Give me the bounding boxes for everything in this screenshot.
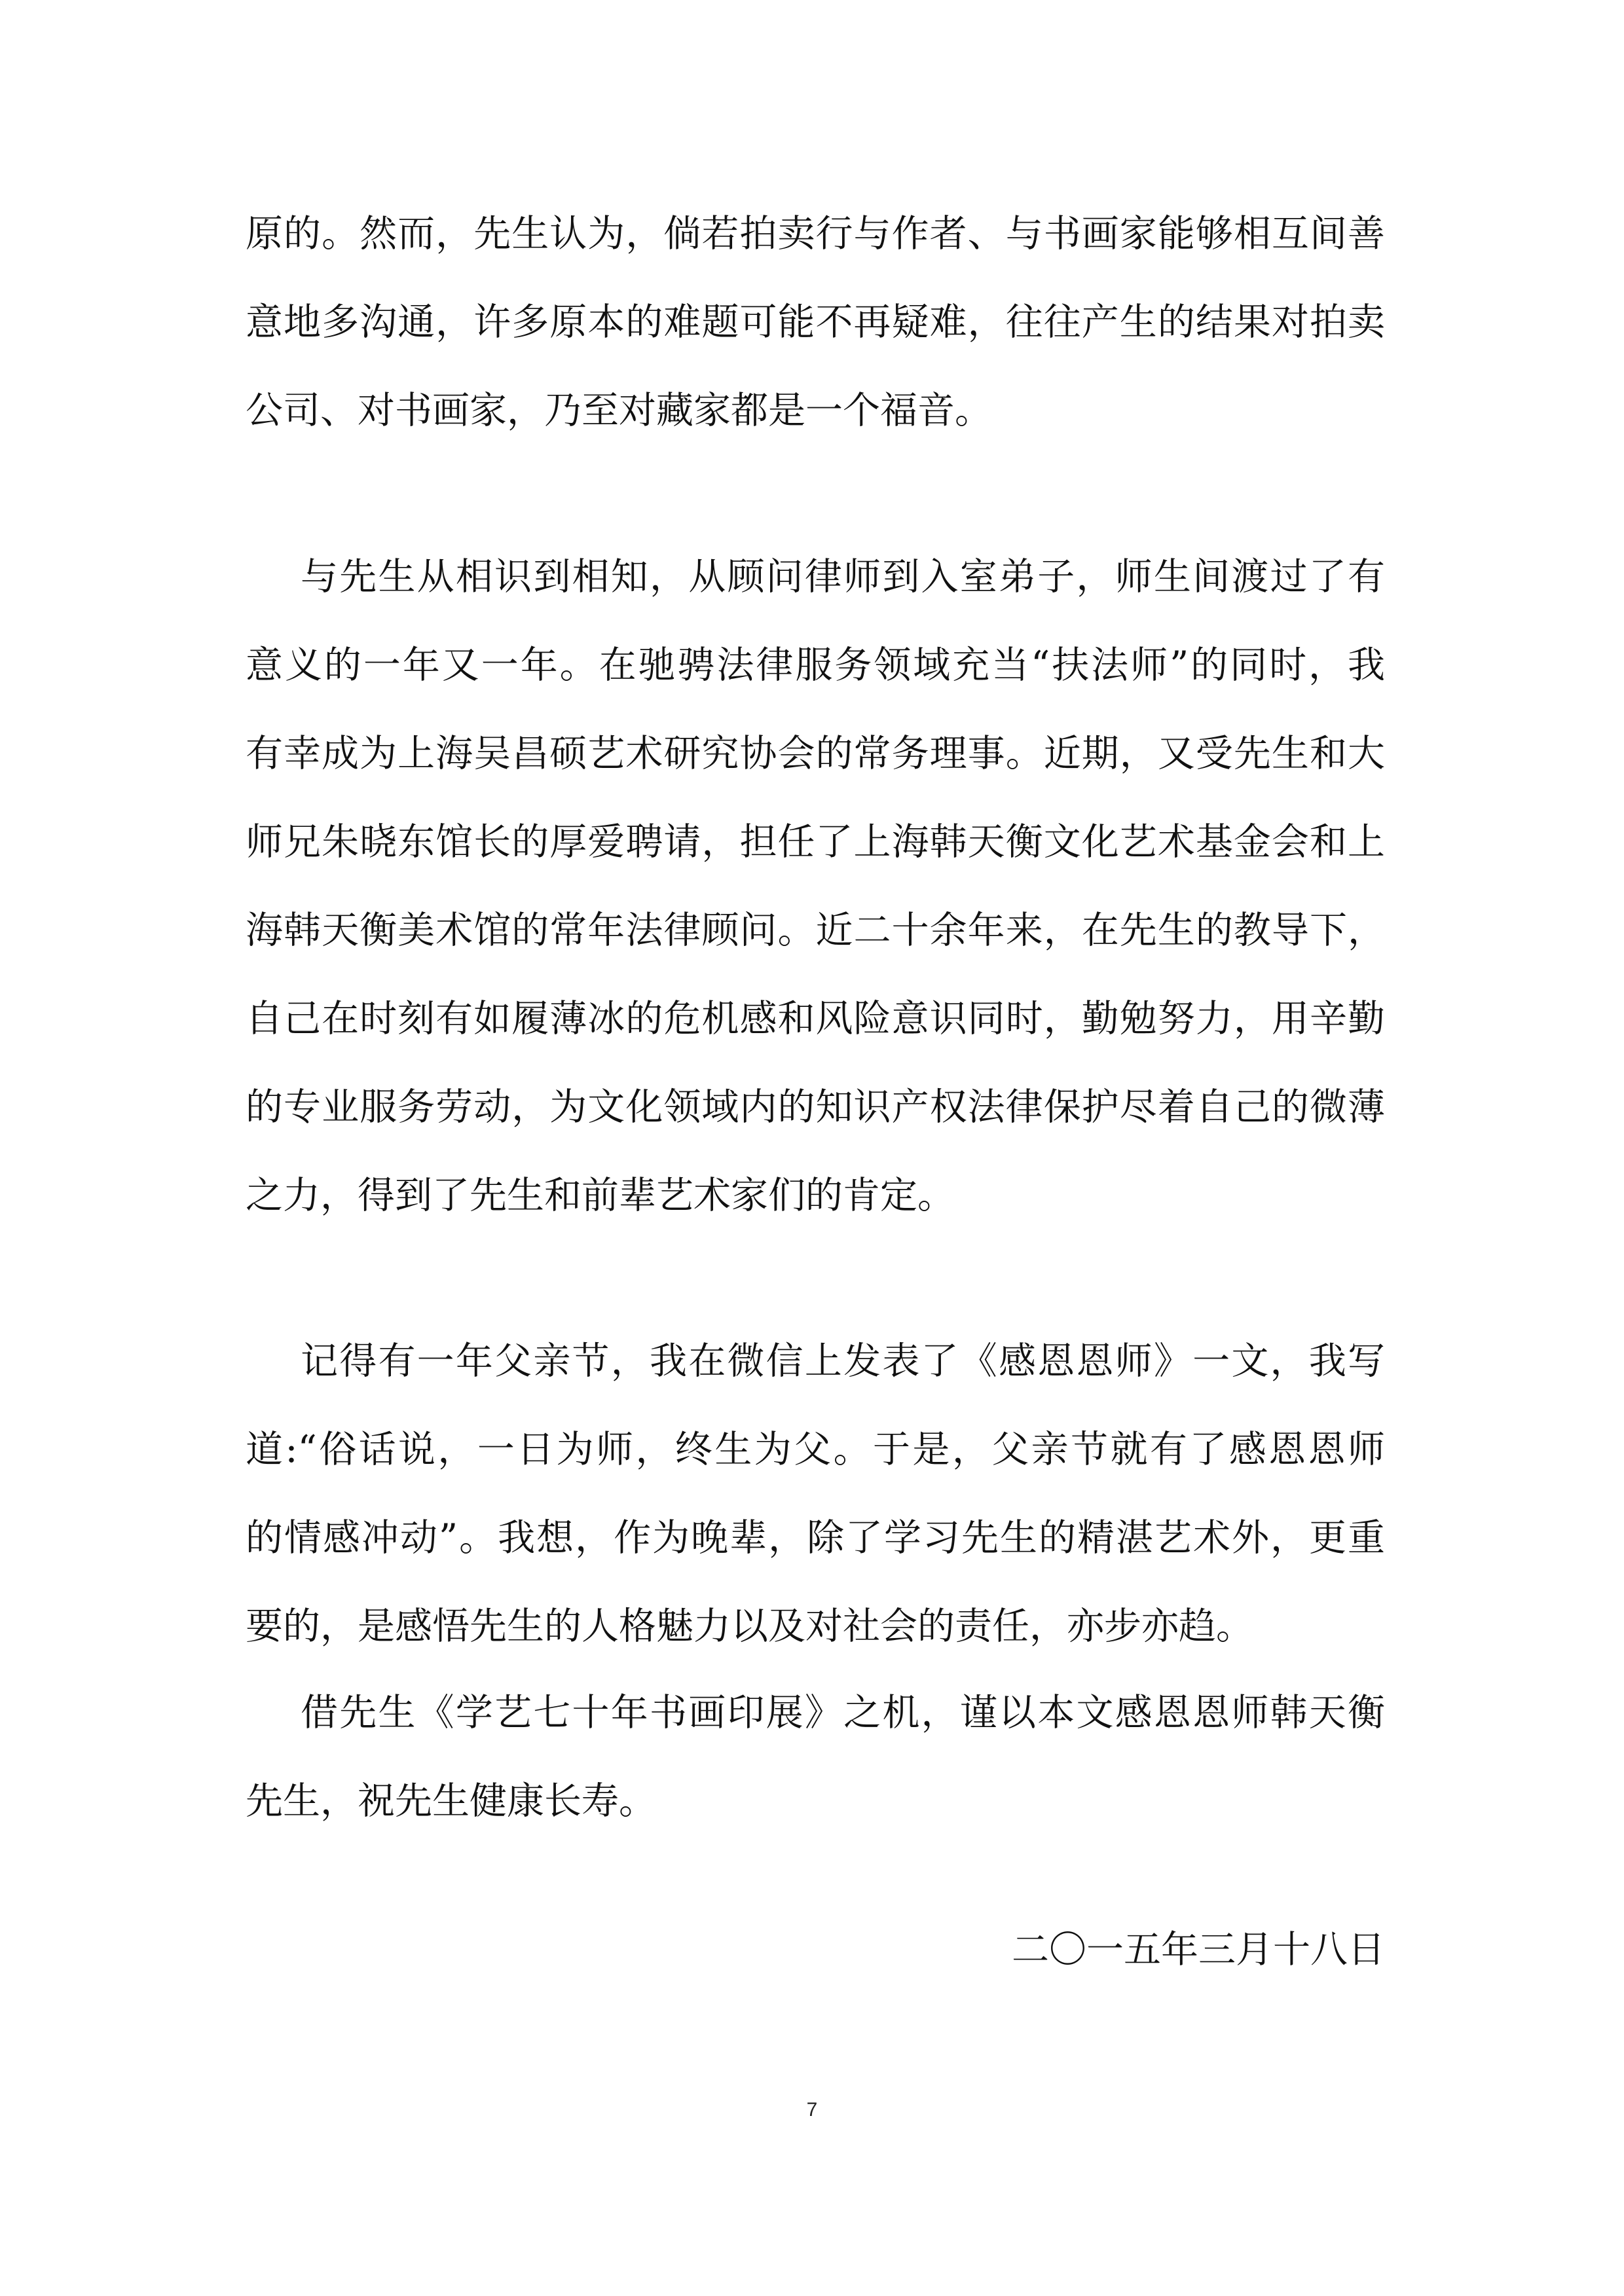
paragraph-2-line-8: 之力，得到了先生和前辈艺术家们的肯定。 [246, 1174, 955, 1217]
paragraph-2-line-1: 与先生从相识到相知，从顾问律师到入室弟子，师生间渡过了有 [301, 555, 1385, 598]
page-number: 7 [806, 2099, 818, 2121]
paragraph-2-line-5: 海韩天衡美术馆的常年法律顾问。近二十余年来，在先生的教导下， [246, 909, 1385, 952]
paragraph-2-line-7: 的专业服务劳动，为文化领域内的知识产权法律保护尽着自己的微薄 [246, 1085, 1385, 1129]
paragraph-3-line-1: 记得有一年父亲节，我在微信上发表了《感恩恩师》一文，我写 [301, 1339, 1385, 1383]
paragraph-3-line-4: 要的，是感悟先生的人格魅力以及对社会的责任，亦步亦趋。 [246, 1605, 1253, 1648]
paragraph-3-line-2: 道:“俗话说，一日为师，终生为父。于是，父亲节就有了感恩恩师 [246, 1428, 1385, 1471]
paragraph-3-line-3: 的情感冲动”。我想，作为晚辈，除了学习先生的精湛艺术外，更重 [246, 1516, 1385, 1559]
document-date: 二〇一五年三月十八日 [1012, 1928, 1385, 1971]
paragraph-1-line-2: 意地多沟通，许多原本的难题可能不再疑难，往往产生的结果对拍卖 [246, 301, 1385, 344]
paragraph-4-line-1: 借先生《学艺七十年书画印展》之机，谨以本文感恩恩师韩天衡 [301, 1691, 1385, 1734]
paragraph-2-line-4: 师兄朱晓东馆长的厚爱聘请，担任了上海韩天衡文化艺术基金会和上 [246, 820, 1385, 864]
paragraph-2-line-3: 有幸成为上海吴昌硕艺术研究协会的常务理事。近期，又受先生和大 [246, 732, 1385, 775]
paragraph-1-line-3: 公司、对书画家，乃至对藏家都是一个福音。 [246, 389, 992, 432]
paragraph-4-line-2: 先生，祝先生健康长寿。 [246, 1779, 656, 1823]
paragraph-2-line-2: 意义的一年又一年。在驰骋法律服务领域充当“扶法师”的同时，我 [246, 644, 1385, 687]
paragraph-1-line-1: 原的。然而，先生认为，倘若拍卖行与作者、与书画家能够相互间善 [246, 212, 1385, 255]
paragraph-2-line-6: 自己在时刻有如履薄冰的危机感和风险意识同时，勤勉努力，用辛勤 [246, 997, 1385, 1040]
